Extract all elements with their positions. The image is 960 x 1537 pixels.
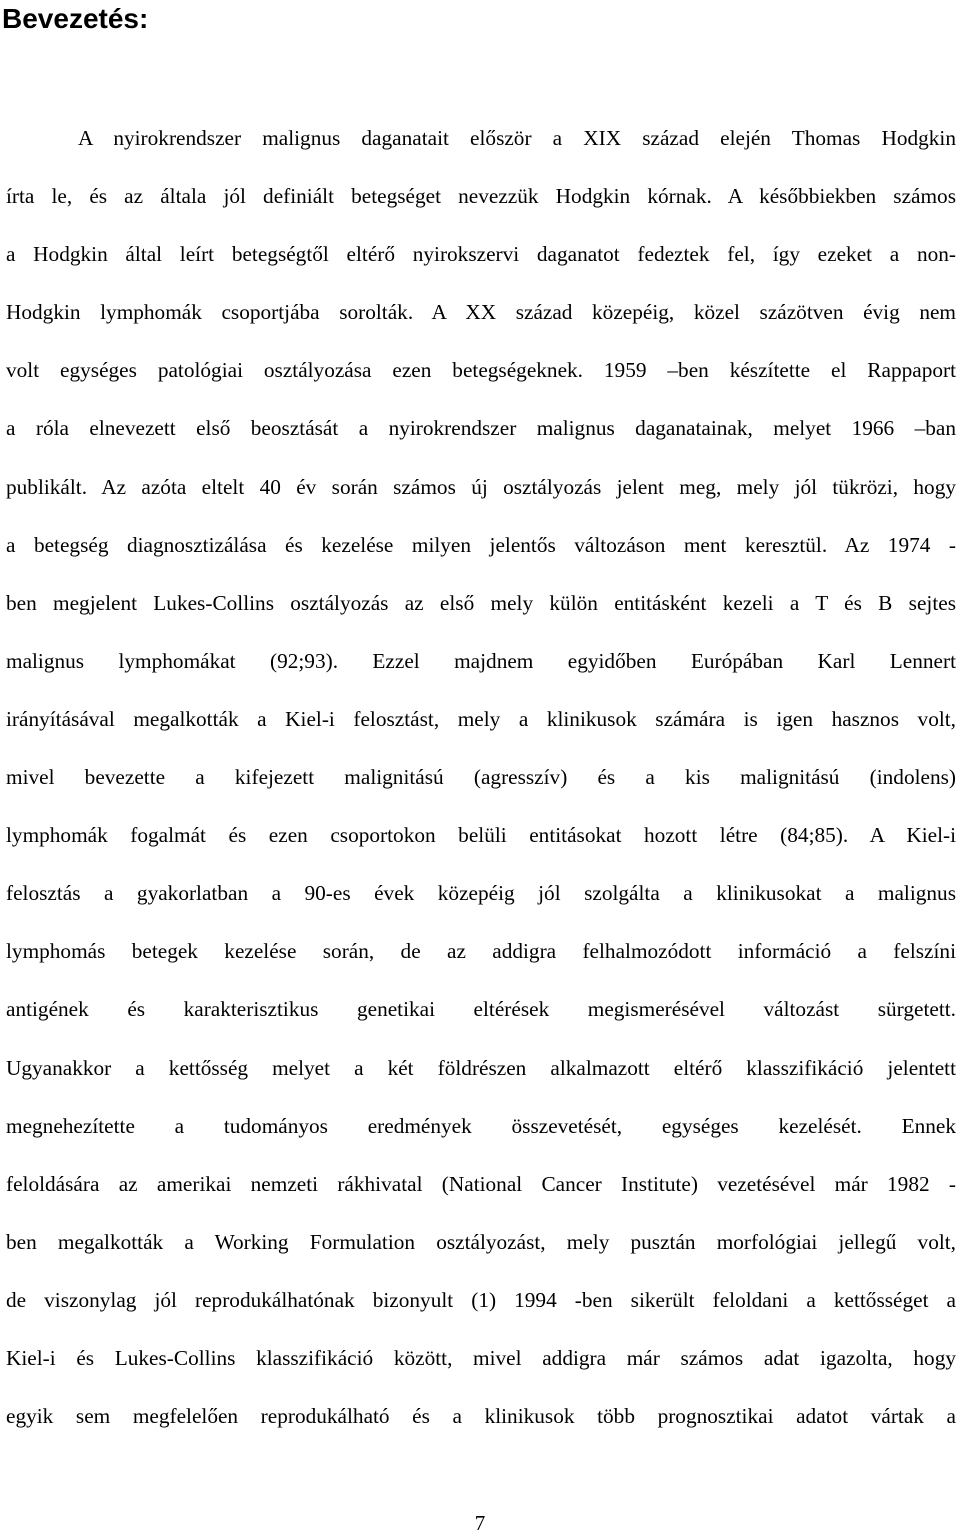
text-line: Hodgkin lymphomák csoportjába sorolták. A XX század közepéig, közel százötven évig nem [6, 300, 956, 325]
text-line: a Hodgkin által leírt betegségtől eltérő nyirokszervi daganatot fedeztek fel, így ezeket a non- [6, 242, 956, 267]
text-line: a róla elnevezett első beosztását a nyirokrendszer malignus daganatainak, melyet 1966 –ban [6, 416, 956, 441]
text-line: felosztás a gyakorlatban a 90-es évek közepéig jól szolgálta a klinikusokat a malignus [6, 881, 956, 906]
page-number: 7 [474, 1511, 486, 1535]
text-line: antigének és karakterisztikus genetikai eltérések megismerésével változást sürgetett. [6, 997, 956, 1022]
text-line: írta le, és az általa jól definiált betegséget nevezzük Hodgkin kórnak. A későbbiekben számos [6, 184, 956, 209]
text-line: de viszonylag jól reprodukálhatónak bizonyult (1) 1994 -ben sikerült feloldani a kettősséget a [6, 1287, 956, 1312]
text-line: malignus lymphomákat (92;93). Ezzel majdnem egyidőben Európában Karl Lennert [6, 648, 956, 673]
text-line: publikált. Az azóta eltelt 40 év során számos új osztályozás jelent meg, mely jól tükrözi, hogy [6, 474, 956, 499]
text-line: irányításával megalkották a Kiel-i felosztást, mely a klinikusok számára is igen hasznos volt, [6, 706, 956, 731]
text-line: volt egységes patológiai osztályozása ezen betegségeknek. 1959 –ben készítette el Rappaport [6, 358, 956, 383]
text-line: lymphomák fogalmát és ezen csoportokon belüli entitásokat hozott létre (84;85). A Kiel-i [6, 823, 956, 848]
text-line: a betegség diagnosztizálása és kezelése milyen jelentős változáson ment keresztül. Az 1974 - [6, 532, 956, 557]
page-heading: Bevezetés: [2, 3, 149, 34]
text-line: A nyirokrendszer malignus daganatait először a XIX század elején Thomas Hodgkin [78, 126, 956, 150]
text-line: Ugyanakkor a kettősség melyet a két földrészen alkalmazott eltérő klasszifikáció jelentett [6, 1055, 956, 1080]
body-paragraph [6, 109, 956, 1445]
text-line: lymphomás betegek kezelése során, de az addigra felhalmozódott információ a felszíni [6, 939, 956, 964]
text-line: feloldására az amerikai nemzeti rákhivatal (National Cancer Institute) vezetésével már 1982 - [6, 1171, 956, 1196]
text-line: mivel bevezette a kifejezett malignitású (agresszív) és a kis malignitású (indolens) [6, 765, 956, 790]
text-line: ben megalkották a Working Formulation osztályozást, mely pusztán morfológiai jellegű volt, [6, 1229, 956, 1254]
text-line: megnehezítette a tudományos eredmények összevetését, egységes kezelését. Ennek [6, 1113, 956, 1138]
text-line: egyik sem megfelelően reprodukálható és a klinikusok több prognosztikai adatot vártak a [6, 1404, 956, 1429]
text-line: ben megjelent Lukes-Collins osztályozás az első mely külön entitásként kezeli a T és B sejtes [6, 590, 956, 615]
text-line: Kiel-i és Lukes-Collins klasszifikáció között, mivel addigra már számos adat igazolta, hogy [6, 1345, 956, 1370]
